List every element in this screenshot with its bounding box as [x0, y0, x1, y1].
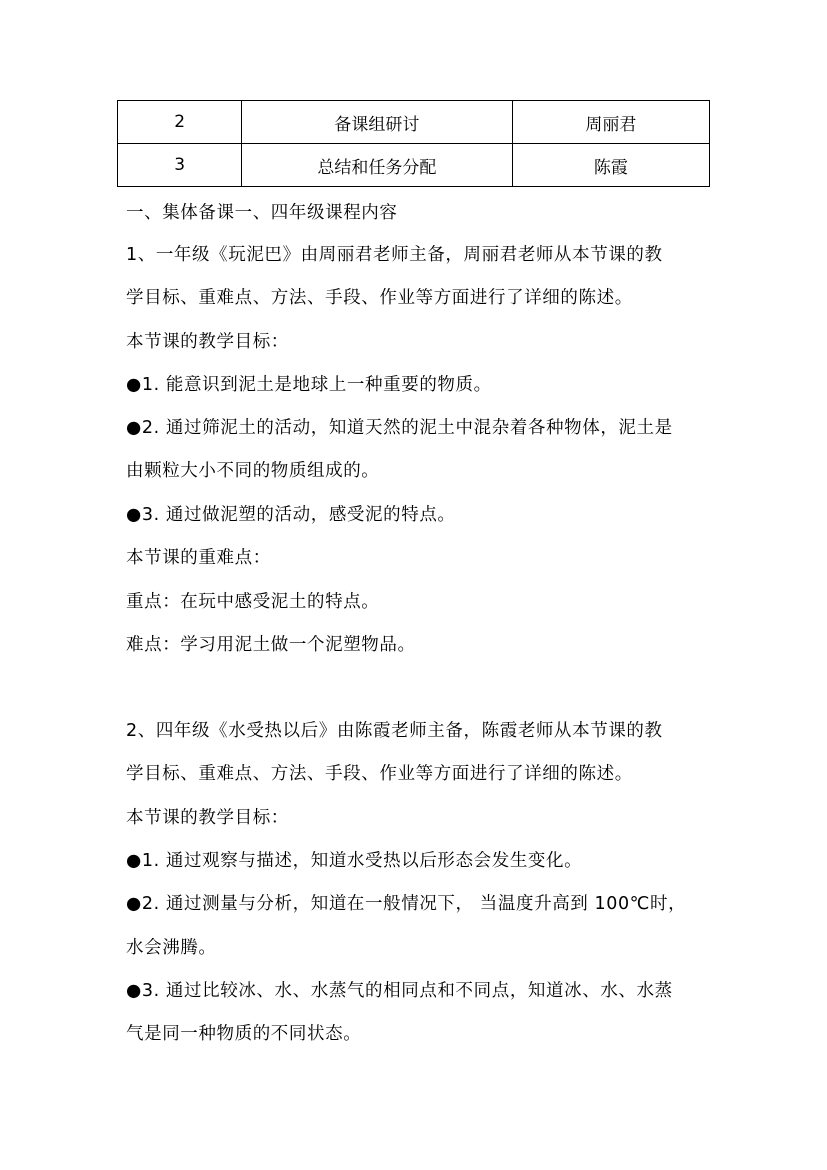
section-heading: 一、集体备课一、四年级课程内容	[126, 203, 398, 223]
agenda-item: 备课组研讨	[242, 101, 512, 144]
lesson1-intro-line1: 1、一年级《玩泥巴》由周丽君老师主备，周丽君老师从本节课的教	[126, 245, 663, 265]
lesson1-goal-2-line1: ●2. 通过筛泥土的活动，知道天然的泥土中混杂着各种物体，泥土是	[126, 418, 673, 438]
agenda-table	[117, 100, 710, 187]
lesson1-difficult-point: 难点：学习用泥土做一个泥塑物品。	[126, 635, 416, 655]
lesson2-goal-3-line2: 气是同一种物质的不同状态。	[126, 1024, 362, 1044]
lesson2-goals-title: 本节课的教学目标：	[126, 808, 289, 828]
lesson2-goal-3-line1: ●3. 通过比较冰、水、水蒸气的相同点和不同点，知道冰、水、水蒸	[126, 981, 673, 1001]
responsible-person: 陈霞	[512, 144, 709, 187]
lesson2-goal-2-line2: 水会沸腾。	[126, 938, 217, 958]
responsible-person: 周丽君	[512, 101, 709, 144]
row-number: 2	[118, 101, 242, 144]
row-number: 3	[118, 144, 242, 187]
lesson1-key-point: 重点：在玩中感受泥土的特点。	[126, 592, 380, 612]
lesson1-key-title: 本节课的重难点：	[126, 548, 271, 568]
lesson2-intro-line1: 2、四年级《水受热以后》由陈霞老师主备，陈霞老师从本节课的教	[126, 721, 663, 741]
lesson1-goal-1: ●1. 能意识到泥土是地球上一种重要的物质。	[126, 375, 492, 395]
lesson1-goal-3: ●3. 通过做泥塑的活动，感受泥的特点。	[126, 505, 456, 525]
lesson2-goal-2-line1: ●2. 通过测量与分析，知道在一般情况下， 当温度升高到 100℃时，	[126, 894, 687, 914]
lesson1-intro-line2: 学目标、重难点、方法、手段、作业等方面进行了详细的陈述。	[126, 288, 633, 308]
lesson2-intro-line2: 学目标、重难点、方法、手段、作业等方面进行了详细的陈述。	[126, 764, 633, 784]
table-row	[118, 101, 710, 144]
lesson2-goal-1: ●1. 通过观察与描述，知道水受热以后形态会发生变化。	[126, 851, 583, 871]
agenda-item: 总结和任务分配	[242, 144, 512, 187]
lesson1-goal-2-line2: 由颗粒大小不同的物质组成的。	[126, 461, 380, 481]
lesson1-goals-title: 本节课的教学目标：	[126, 332, 289, 352]
table-row	[118, 144, 710, 187]
